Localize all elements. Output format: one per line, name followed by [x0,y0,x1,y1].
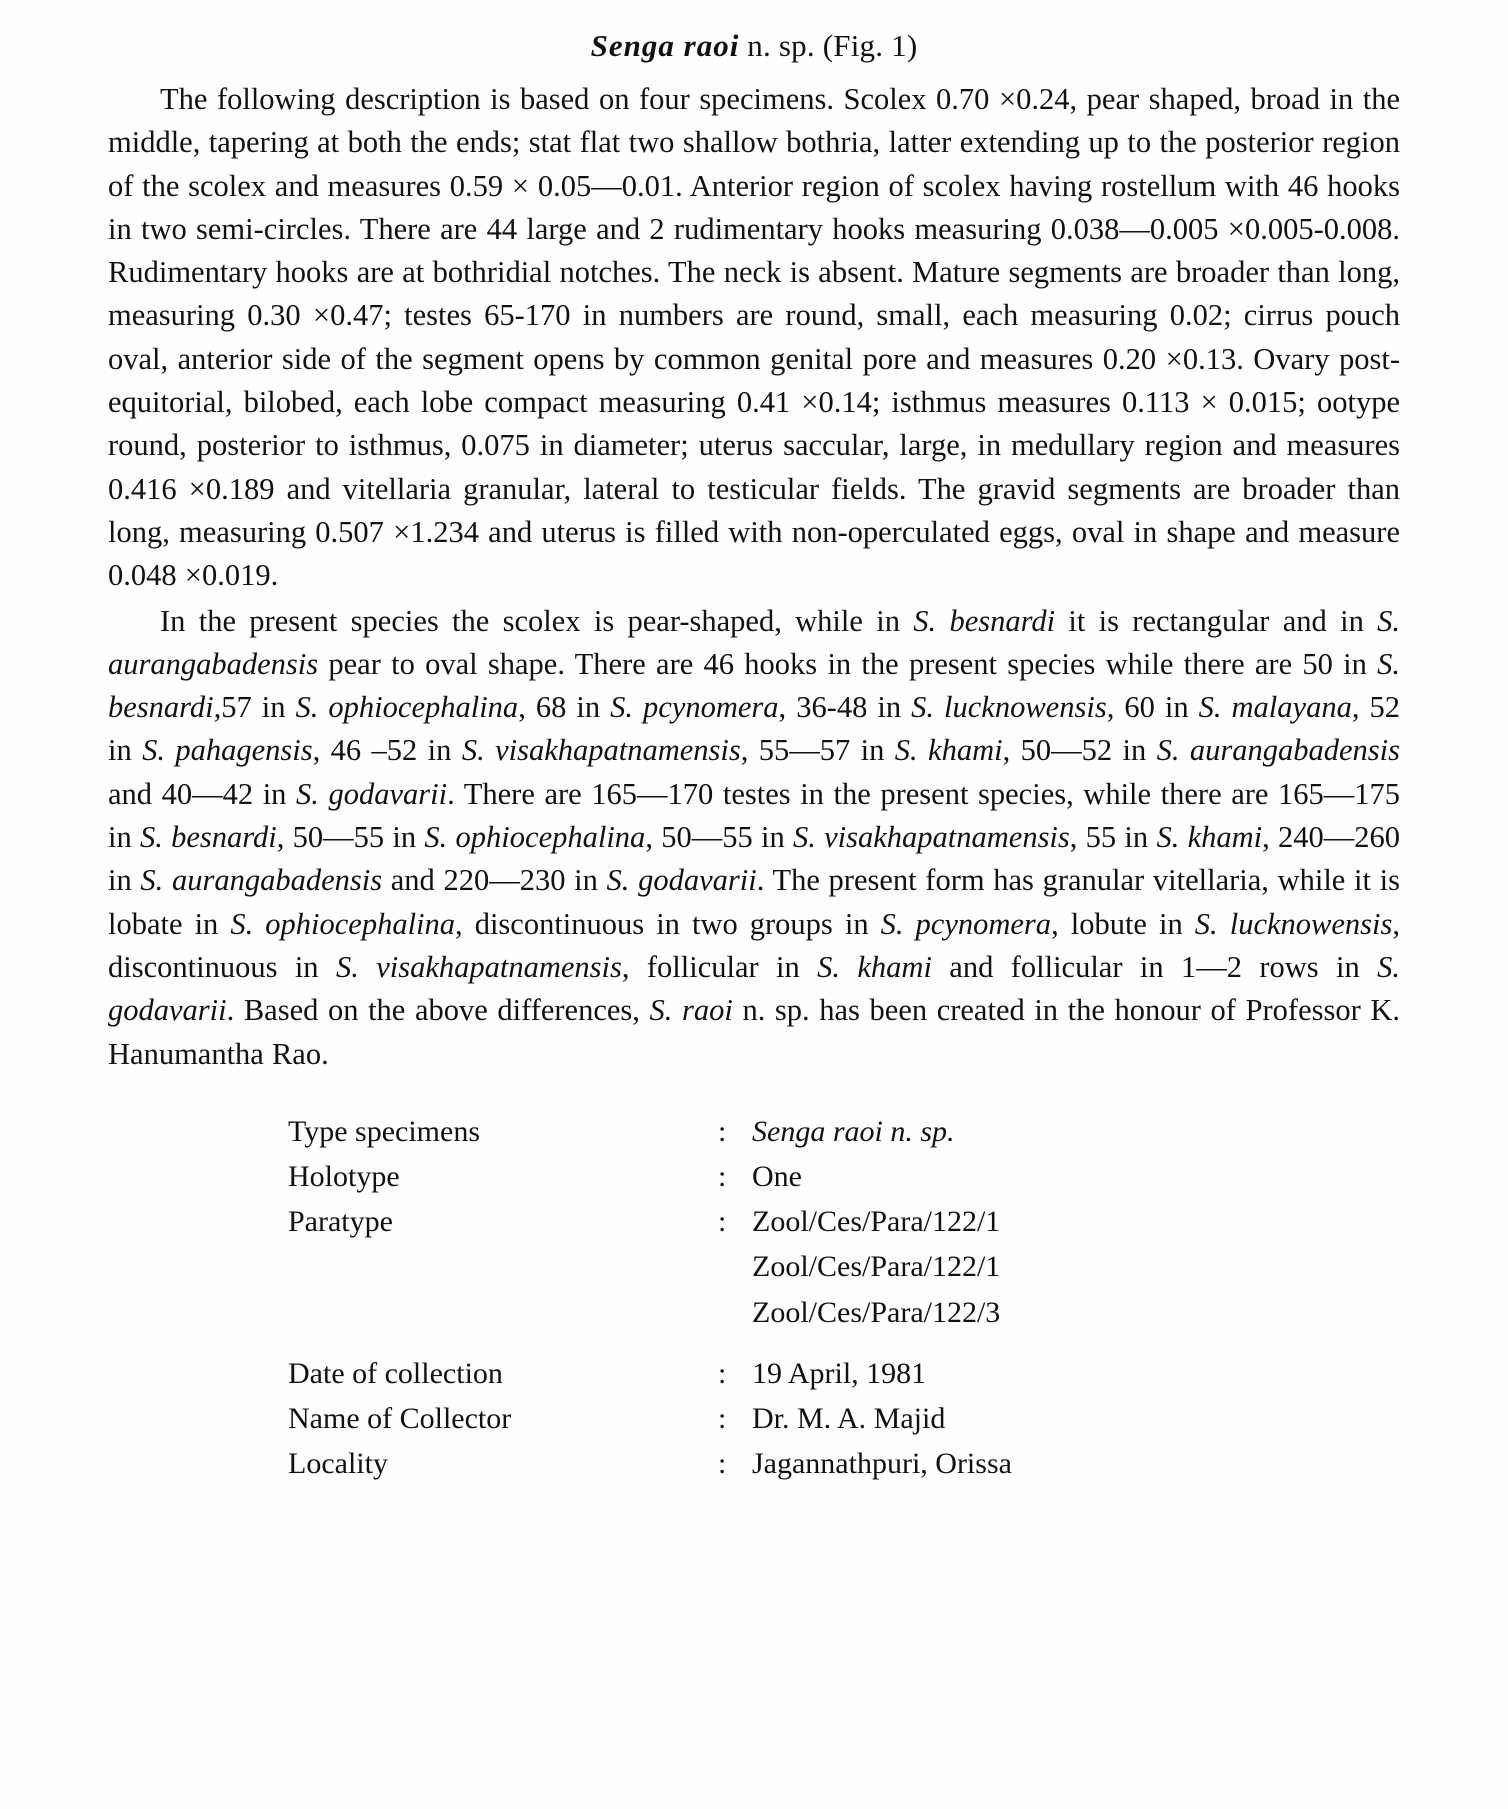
text-run: , 55 in [1069,820,1157,855]
taxon-name: S. pcynomera [610,690,779,725]
specimen-field-label: Type specimens [288,1114,481,1148]
text-run: . The present form has granular vitellaria, while it is lobate in [108,863,1400,941]
text-run: , 36-48 in [778,690,912,725]
taxon-name: S. godavarii [108,949,1401,1028]
text-run: n. sp. has been created in the honour of Professor K. Hanumantha Rao. [108,993,1401,1071]
table-spacer-row [288,1336,1012,1352]
specimen-field-label: Paratype [288,1205,393,1239]
taxon-name: S. khami [1156,820,1263,855]
table-row [288,1352,1012,1397]
taxon-name: S. visakhapatnamensis [792,820,1070,855]
text-run: , 68 in [518,690,611,725]
specimen-field-colon: : [718,1114,727,1148]
text-run: , 46 –52 in [312,733,462,768]
text-run: it is rectangular and in [1055,603,1378,638]
table-row [288,1291,1012,1336]
specimen-field-value: Jagannathpuri, Orissa [752,1447,1012,1481]
text-run: pear to oval shape. There are 46 hooks in the present species while there are 50 in [318,646,1378,681]
text-run: , 60 in [1106,690,1199,725]
taxon-name: S. ophiocephalina [424,820,646,855]
table-row [288,1200,1012,1245]
text-run: , 52 in [108,690,1400,768]
species-name-suffix: n. sp. (Fig. 1) [739,28,918,63]
specimen-table-element [288,1110,1012,1488]
text-run: , 50—52 in [1002,733,1157,768]
specimen-field-value: Dr. M. A. Majid [752,1401,946,1435]
taxon-name: S. aurangabadensis [1156,733,1401,768]
specimen-field-colon: : [718,1447,727,1481]
text-run: 57 in [221,690,296,725]
specimen-field-colon [718,1291,752,1336]
text-run: In the present species the scolex is pear-shaped, while in [160,603,914,638]
text-run: . Based on the above differences, [226,993,650,1028]
specimen-field-value: Senga raoi n. sp. [752,1114,955,1148]
specimen-field-colon: : [718,1401,727,1435]
specimen-field-label: Date of collection [288,1356,503,1390]
taxon-name: S. visakhapatnamensis [335,949,622,984]
table-row [288,1155,1012,1200]
taxon-name: S. besnardi [140,820,277,855]
text-run: and follicular in 1—2 rows in [931,949,1378,984]
table-row [288,1442,1012,1487]
specimen-field-value: One [752,1160,802,1194]
specimen-details-table [108,1110,1400,1488]
text-run: The following description is based on four specimens. Scolex 0.70 ×0.24, pear shaped, broad in the middle, tapering at both the ends; stat flat two shallow bothria, latter extending up to the posterior region of the scolex and measures 0.59 × 0.05—0.01. Anterior region of scolex having rostellum with 46 hooks in two semi-circles. There are 44 large and 2 rudimentary hooks measuring 0.038—0.005 ×0.005-0.008. Rudimentary hooks are at bothridial notches. The neck is absent. Mature segments are broader than long, measuring 0.30 ×0.47; testes 65-170 in numbers are round, small, each measuring 0.02; cirrus pouch oval, anterior side of the segment opens by common genital pore and measures 0.20 ×0.13. Ovary post-equitorial, bilobed, each lobe compact measuring 0.41 ×0.14; isthmus measures 0.113 × 0.015; ootype round, posterior to isthmus, 0.075 in diameter; uterus saccular, large, in medullary region and measures 0.416 ×0.189 and vitellaria granular, lateral to testicular fields. The gravid segments are broader than long, measuring 0.507 ×1.234 and uterus is filled with non-operculated eggs, oval in shape and measure 0.048 ×0.019. [108,82,1400,593]
specimen-field-value: Zool/Ces/Para/122/1 [752,1205,1001,1239]
page-title [108,28,1400,64]
taxon-name: S. pahagensis [142,733,313,768]
text-run: , lobute in [1051,906,1195,941]
specimen-field-label: Holotype [288,1160,400,1194]
specimen-field-label: Name of Collector [288,1401,512,1435]
specimen-field-colon: : [718,1160,727,1194]
text-run: and 40—42 in [108,776,297,811]
specimen-field-label [288,1291,718,1336]
paragraph-description [108,78,1400,598]
table-row [288,1397,1012,1442]
text-run: , 240—260 in [108,820,1401,898]
text-run: , 50—55 in [645,820,793,855]
specimen-field-colon [718,1245,752,1290]
taxon-name: S. besnardi, [108,646,1400,725]
text-run: . There are 165—170 testes in the present species, while there are 165—175 in [108,776,1401,855]
specimen-table-body [288,1110,1012,1488]
taxon-name: S. raoi [649,993,733,1028]
taxon-name: S. malayana [1198,690,1352,725]
taxon-name: S. ophiocephalina [230,906,456,941]
specimen-field-label [288,1245,718,1290]
text-run: , 50—55 in [276,820,425,855]
text-run: , discontinuous in two groups in [455,906,881,941]
text-run: and 220—230 in [382,863,607,898]
text-run: , follicular in [621,949,818,984]
specimen-field-value: Zool/Ces/Para/122/1 [752,1250,1001,1284]
table-row [288,1110,1012,1155]
specimen-field-value: Zool/Ces/Para/122/3 [752,1295,1001,1329]
text-run: , discontinuous in [108,906,1400,984]
taxon-name: S. ophiocephalina [295,690,519,725]
taxon-name: S. pcynomera [880,906,1052,941]
paragraph-comparison [108,600,1400,1076]
species-name: Senga raoi [590,28,740,63]
taxon-name: S. khami [817,949,932,984]
taxon-name: S. aurangabadensis [108,603,1401,681]
table-row [288,1245,1012,1290]
specimen-field-colon: : [718,1205,727,1239]
taxon-name: S. godavarii [606,863,757,898]
taxon-name: S. visakhapatnamensis [461,733,741,768]
table-spacer-cell [288,1336,1012,1352]
text-run: , 55—57 in [740,733,895,768]
specimen-field-value: 19 April, 1981 [752,1356,927,1390]
taxon-name: S. godavarii [296,776,448,811]
specimen-field-colon: : [718,1356,727,1390]
specimen-field-label: Locality [288,1447,388,1481]
taxon-name: S. lucknowensis [1194,906,1393,941]
taxon-name: S. aurangabadensis [140,863,383,898]
taxon-name: S. besnardi [913,603,1056,638]
taxon-name: S. lucknowensis [911,690,1107,725]
taxon-name: S. khami [894,733,1003,768]
